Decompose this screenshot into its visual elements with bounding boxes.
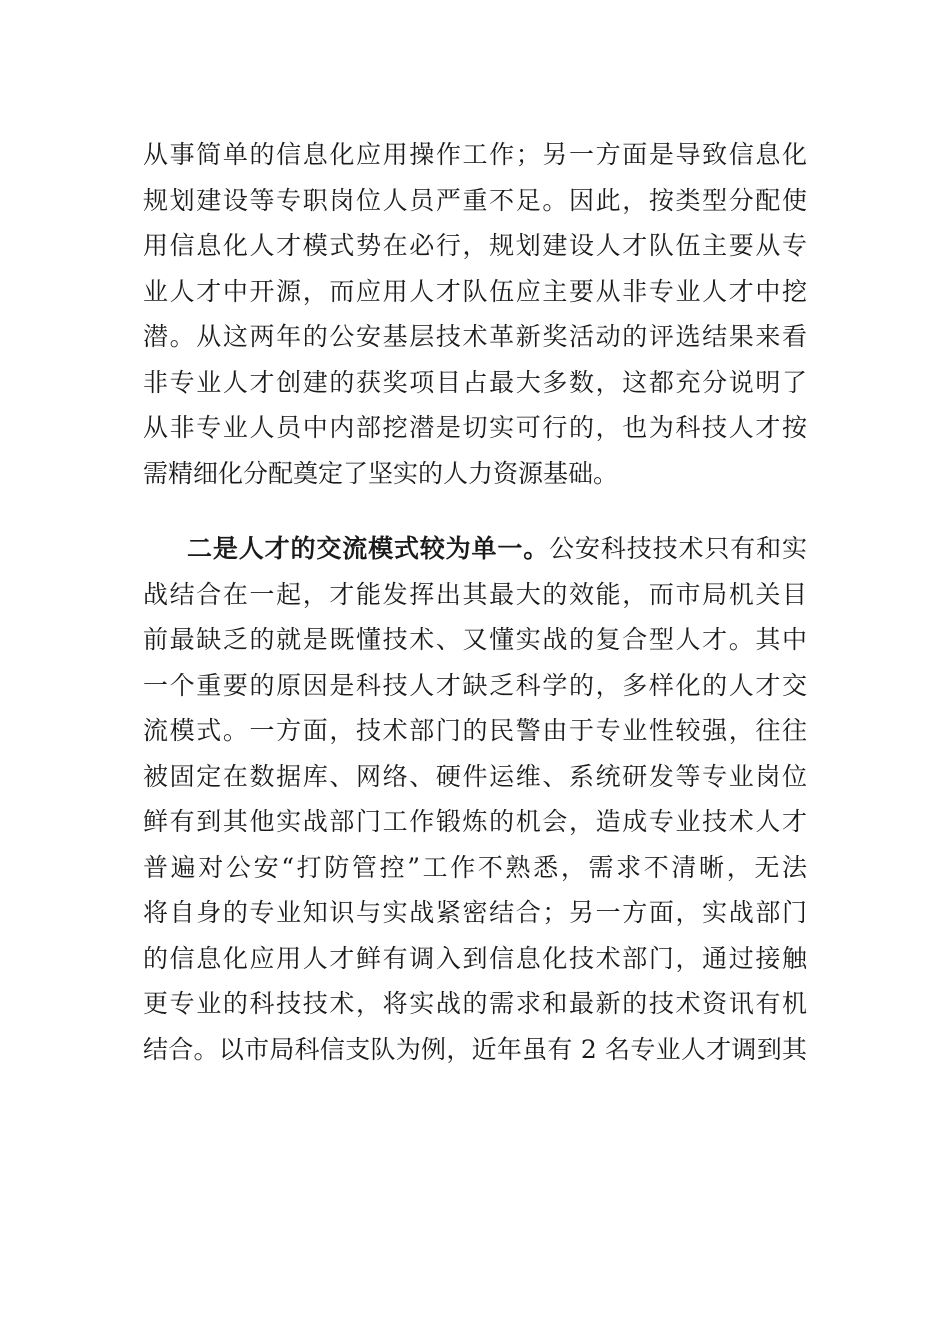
text-line: 规划建设等专职岗位人员严重不足。因此，按类型分配使 <box>143 185 807 215</box>
text-line: 战结合在一起，才能发挥出其最大的效能，而市局机关目 <box>143 579 807 609</box>
text-line: 流模式。一方面，技术部门的民警由于专业性较强，往往 <box>143 716 807 745</box>
paragraph-heading: 二是人才的交流模式较为单一。 <box>187 534 550 563</box>
text-line: 更专业的科技技术，将实战的需求和最新的技术资讯有机 <box>143 989 807 1018</box>
text-line: 普遍对公安“打防管控”工作不熟悉，需求不清晰，无法 <box>143 852 807 882</box>
paragraph-gap <box>143 496 807 526</box>
text-line: 鲜有到其他实战部门工作锻炼的机会，造成专业技术人才 <box>143 807 807 836</box>
paragraph-first-line <box>143 526 807 572</box>
text-line: 业人才中开源，而应用人才队伍应主要从非专业人才中挖 <box>143 276 807 306</box>
text-line: 被固定在数据库、网络、硬件运维、系统研发等专业岗位 <box>143 761 807 791</box>
text-line: 非专业人才创建的获奖项目占最大多数，这都充分说明了 <box>143 367 807 397</box>
text-line: 潜。从这两年的公安基层技术革新奖活动的评选结果来看 <box>143 322 807 351</box>
text-line: 前最缺乏的就是既懂技术、又懂实战的复合型人才。其中 <box>143 625 807 654</box>
text-line: 从非专业人员中内部挖潜是切实可行的，也为科技人才按 <box>143 413 807 442</box>
paragraph-1 <box>143 132 807 496</box>
document-body <box>143 132 807 1072</box>
text-line: 结合。以市局科信支队为例，近年虽有 2 名专业人才调到其 <box>143 1034 807 1064</box>
text-line: 用信息化人才模式势在必行，规划建设人才队伍主要从专 <box>143 231 807 260</box>
text-line: 将自身的专业知识与实战紧密结合；另一方面，实战部门 <box>143 898 807 927</box>
text-line: 的信息化应用人才鲜有调入到信息化技术部门，通过接触 <box>143 943 807 973</box>
text-line: 需精细化分配奠定了坚实的人力资源基础。 <box>143 458 619 488</box>
text-line: 从事简单的信息化应用操作工作；另一方面是导致信息化 <box>143 140 807 169</box>
text-line: 一个重要的原因是科技人才缺乏科学的，多样化的人才交 <box>143 670 807 700</box>
paragraph-2 <box>143 526 807 1072</box>
paragraph-first-line-text: 公安科技技术只有和实 <box>549 534 807 563</box>
